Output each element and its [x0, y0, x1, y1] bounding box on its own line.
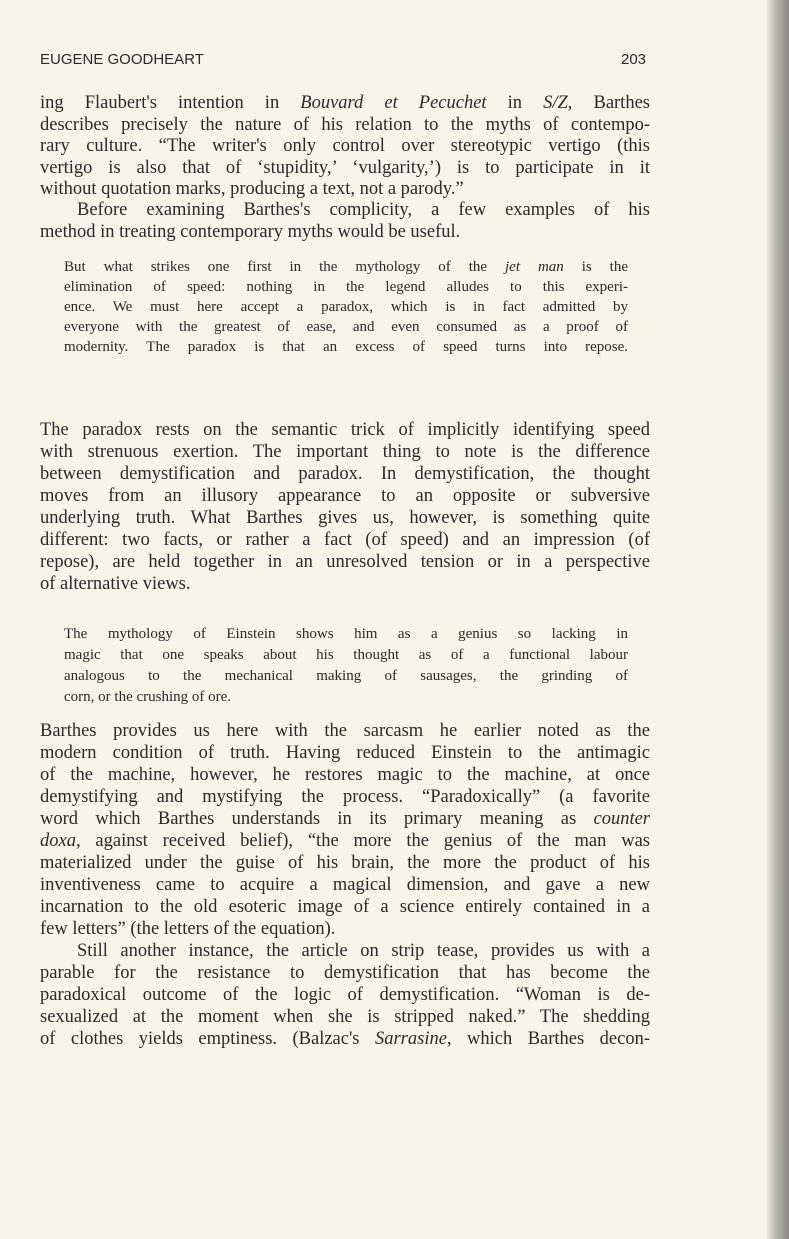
text-segment: Barthes: [572, 93, 650, 113]
text-segment: analogous to the mechanical making of sausages, the grinding of: [64, 668, 628, 684]
text-segment: ence. We must here accept a paradox, which is in fact admitted by: [64, 299, 628, 315]
body-text-line: [40, 875, 650, 896]
block-quote-line: [64, 339, 628, 356]
text-segment: is the: [563, 259, 628, 275]
text-segment: materialized under the guise of his brain, the more the product of his: [40, 853, 650, 873]
body-text-line: [40, 420, 650, 441]
block-quote-line: [64, 299, 628, 316]
body-text-line: [40, 985, 650, 1006]
body-text-line: [40, 442, 650, 463]
text-segment: vertigo is also that of ‘stupidity,’ ‘vulgarity,’) is to participate in it: [40, 157, 650, 178]
body-text-line: [40, 464, 650, 485]
body-text-line: [77, 941, 650, 962]
text-segment: Barthes provides us here with the sarcasm he earlier noted as the: [40, 721, 650, 741]
italic-text: Bouvard et Pecuchet: [300, 93, 487, 113]
body-text-line: [40, 1029, 650, 1050]
body-text-line: [40, 897, 650, 918]
running-head-author: EUGENE GOODHEART: [40, 51, 204, 68]
text-segment: underlying truth. What Barthes gives us, however, is something quite: [40, 508, 650, 528]
text-segment: inventiveness came to acquire a magical dimension, and gave a new: [40, 875, 650, 895]
text-segment: But what strikes one first in the mythology of the: [64, 259, 506, 275]
italic-text: Sarrasine,: [374, 1029, 452, 1049]
text-segment: ing Flaubert's intention in: [40, 93, 301, 113]
text-segment: which Barthes decon-: [451, 1029, 650, 1049]
block-quote-line: [64, 689, 628, 706]
text-segment: in: [486, 93, 544, 113]
italic-text: counter: [593, 809, 650, 829]
body-text-line: [40, 508, 650, 529]
body-text-line: [40, 919, 650, 940]
body-text-line: [40, 963, 650, 984]
block-quote-line: [64, 668, 628, 685]
text-segment: different: two facts, or rather a fact (of speed) and an impression (of: [40, 530, 650, 550]
text-segment: method in treating contemporary myths would be useful.: [40, 221, 461, 242]
body-text-line: [40, 765, 650, 786]
text-segment: sexualized at the moment when she is stripped naked.” The shedding: [40, 1007, 650, 1027]
italic-text: jet man: [505, 259, 564, 275]
text-segment: moves from an illusory appearance to an opposite or subversive: [40, 486, 650, 506]
italic-text: S/Z,: [543, 93, 573, 113]
body-text-line: [40, 179, 650, 200]
text-segment: rary culture. “The writer's only control over stereotypic vertigo (this: [40, 136, 650, 156]
text-segment: without quotation marks, producing a text, not a parody.”: [40, 179, 464, 199]
text-segment: The paradox rests on the semantic trick of implicitly identifying speed: [40, 420, 650, 440]
body-text-line: [77, 200, 650, 221]
text-segment: modern condition of truth. Having reduced Einstein to the antimagic: [40, 743, 650, 763]
text-segment: parable for the resistance to demystification that has become the: [40, 963, 650, 983]
text-segment: against received belief), “the more the genius of the man was: [80, 831, 650, 851]
text-segment: between demystification and paradox. In demystification, the thought: [40, 464, 650, 484]
body-text-line: [40, 222, 650, 243]
italic-text: doxa,: [40, 831, 81, 851]
body-text-line: [40, 1007, 650, 1028]
page-number: 203: [621, 51, 647, 68]
body-text-line: [40, 486, 650, 507]
body-text-line: [40, 158, 650, 179]
text-segment: word which Barthes understands in its primary meaning as: [40, 809, 594, 829]
body-text-line: [40, 853, 650, 874]
text-segment: incarnation to the old esoteric image of a science entirely contained in a: [40, 897, 650, 917]
text-segment: of clothes yields emptiness. (Balzac's: [40, 1029, 375, 1049]
text-segment: few letters” (the letters of the equation).: [40, 919, 336, 939]
block-quote-line: [64, 626, 628, 643]
body-text-line: [40, 530, 650, 551]
text-segment: of alternative views.: [40, 574, 191, 594]
text-segment: of the machine, however, he restores magic to the machine, at once: [40, 765, 650, 785]
text-segment: paradoxical outcome of the logic of demystification. “Woman is de-: [40, 985, 650, 1005]
body-text-line: [40, 743, 650, 764]
body-text-line: [40, 787, 650, 808]
block-quote-line: [64, 259, 628, 276]
text-segment: repose), are held together in an unresolved tension or in a perspective: [40, 552, 650, 572]
body-text-line: [40, 93, 650, 114]
text-segment: everyone with the greatest of ease, and even consumed as a proof of: [64, 319, 628, 335]
text-segment: describes precisely the nature of his relation to the myths of contempo-: [40, 114, 650, 135]
body-text-line: [40, 831, 650, 852]
body-text-line: [40, 115, 650, 136]
block-quote-line: [64, 279, 628, 296]
body-text-line: [40, 721, 650, 742]
body-text-line: [40, 574, 650, 595]
text-segment: Still another instance, the article on strip tease, provides us with a: [77, 941, 650, 961]
body-text-line: [40, 809, 650, 830]
body-text-line: [40, 552, 650, 573]
block-quote-line: [64, 647, 628, 664]
page-edge-shadow: [767, 0, 789, 1239]
text-segment: demystifying and mystifying the process. “Paradoxically” (a favorite: [40, 787, 650, 807]
text-segment: with strenuous exertion. The important thing to note is the difference: [40, 442, 650, 462]
text-segment: magic that one speaks about his thought as of a functional labour: [64, 647, 628, 663]
text-segment: The mythology of Einstein shows him as a genius so lacking in: [64, 626, 628, 642]
body-text-line: [40, 136, 650, 157]
text-segment: modernity. The paradox is that an excess of speed turns into repose.: [64, 339, 628, 355]
text-segment: elimination of speed: nothing in the legend alludes to this experi-: [64, 279, 628, 295]
block-quote-line: [64, 319, 628, 336]
text-segment: corn, or the crushing of ore.: [64, 689, 232, 705]
text-segment: Before examining Barthes's complicity, a few examples of his: [77, 200, 650, 220]
